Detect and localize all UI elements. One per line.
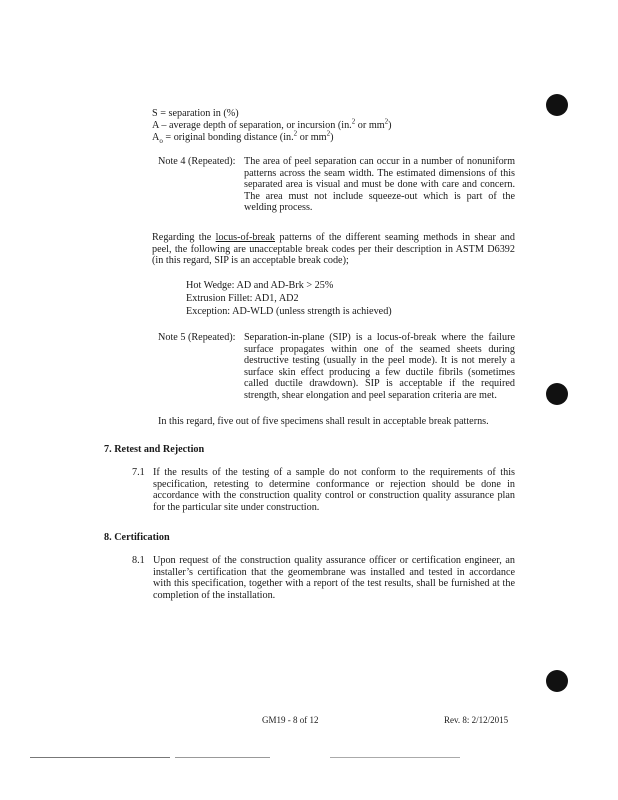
section-8-1-number: 8.1 xyxy=(132,555,145,566)
scan-artifact-line xyxy=(175,757,270,758)
punch-hole-top xyxy=(546,94,568,116)
note4-body: The area of peel separation can occur in a number of nonuniform patterns across the seam width. The estimated dimensions of this separated area is visual and must be done with care and concern. The area must not include squeeze-out which is part of the welding process. xyxy=(244,156,515,214)
code-exception: Exception: AD-WLD (unless strength is achieved) xyxy=(186,306,392,317)
section-8-heading: 8. Certification xyxy=(104,532,170,543)
footer-page-number: GM19 - 8 of 12 xyxy=(262,715,319,725)
note5-label: Note 5 (Repeated): xyxy=(158,332,236,343)
note5-body: Separation-in-plane (SIP) is a locus-of-break where the failure surface propagates within one of the seamed sheets during destructive testing (usually in the peel mode). It is not merely a surface skin effect producing a few ductile fibrils (sometimes called ductile drawdown). SIP is acceptable if the required strength, shear elongation and peel separation criteria are met. xyxy=(244,332,515,401)
locus-of-break-term: locus-of-break xyxy=(215,232,276,243)
punch-hole-bottom xyxy=(546,670,568,692)
section-7-1-body: If the results of the testing of a sample do not conform to the requirements of this specification, retesting to determine conformance or rejection should be done in accordance with the construction quality control or construction quality assurance plan for the particular site under construction. xyxy=(153,467,515,513)
note4-label: Note 4 (Repeated): xyxy=(158,156,236,167)
punch-hole-middle xyxy=(546,383,568,405)
section-7-heading: 7. Retest and Rejection xyxy=(104,444,205,455)
definition-a0: $A_o$ = original bonding distance (in.$^2$ or $mm^2$) xyxy=(152,129,334,146)
section-8-1-body: Upon request of the construction quality assurance officer or certification engineer, an installer’s certification that the geomembrane was installed and tested in accordance with this specification, together with a report of the test results, shall be furnished at the completion of the installation. xyxy=(153,555,515,601)
definition-a: A – average depth of separation, or incursion (in.$^2$ or $mm^2$) xyxy=(152,117,392,131)
definition-s: S = separation in (%) xyxy=(152,108,239,119)
footer-revision: Rev. 8: 2/12/2015 xyxy=(444,715,509,725)
code-extrusion-fillet: Extrusion Fillet: AD1, AD2 xyxy=(186,293,299,304)
scan-artifact-line xyxy=(330,757,460,758)
section-7-1-number: 7.1 xyxy=(132,467,145,478)
locus-paragraph: Regarding the locus-of-break patterns of the different seaming methods in shear and peel, the following are unacceptable break codes per their description in ASTM D6392 (in this regard, SIP is an acceptable break code); xyxy=(152,232,515,267)
five-of-five-statement: In this regard, five out of five specimens shall result in acceptable break patterns. xyxy=(158,416,489,427)
code-hot-wedge: Hot Wedge: AD and AD-Brk > 25% xyxy=(186,280,334,291)
scan-artifact-line xyxy=(30,757,170,758)
